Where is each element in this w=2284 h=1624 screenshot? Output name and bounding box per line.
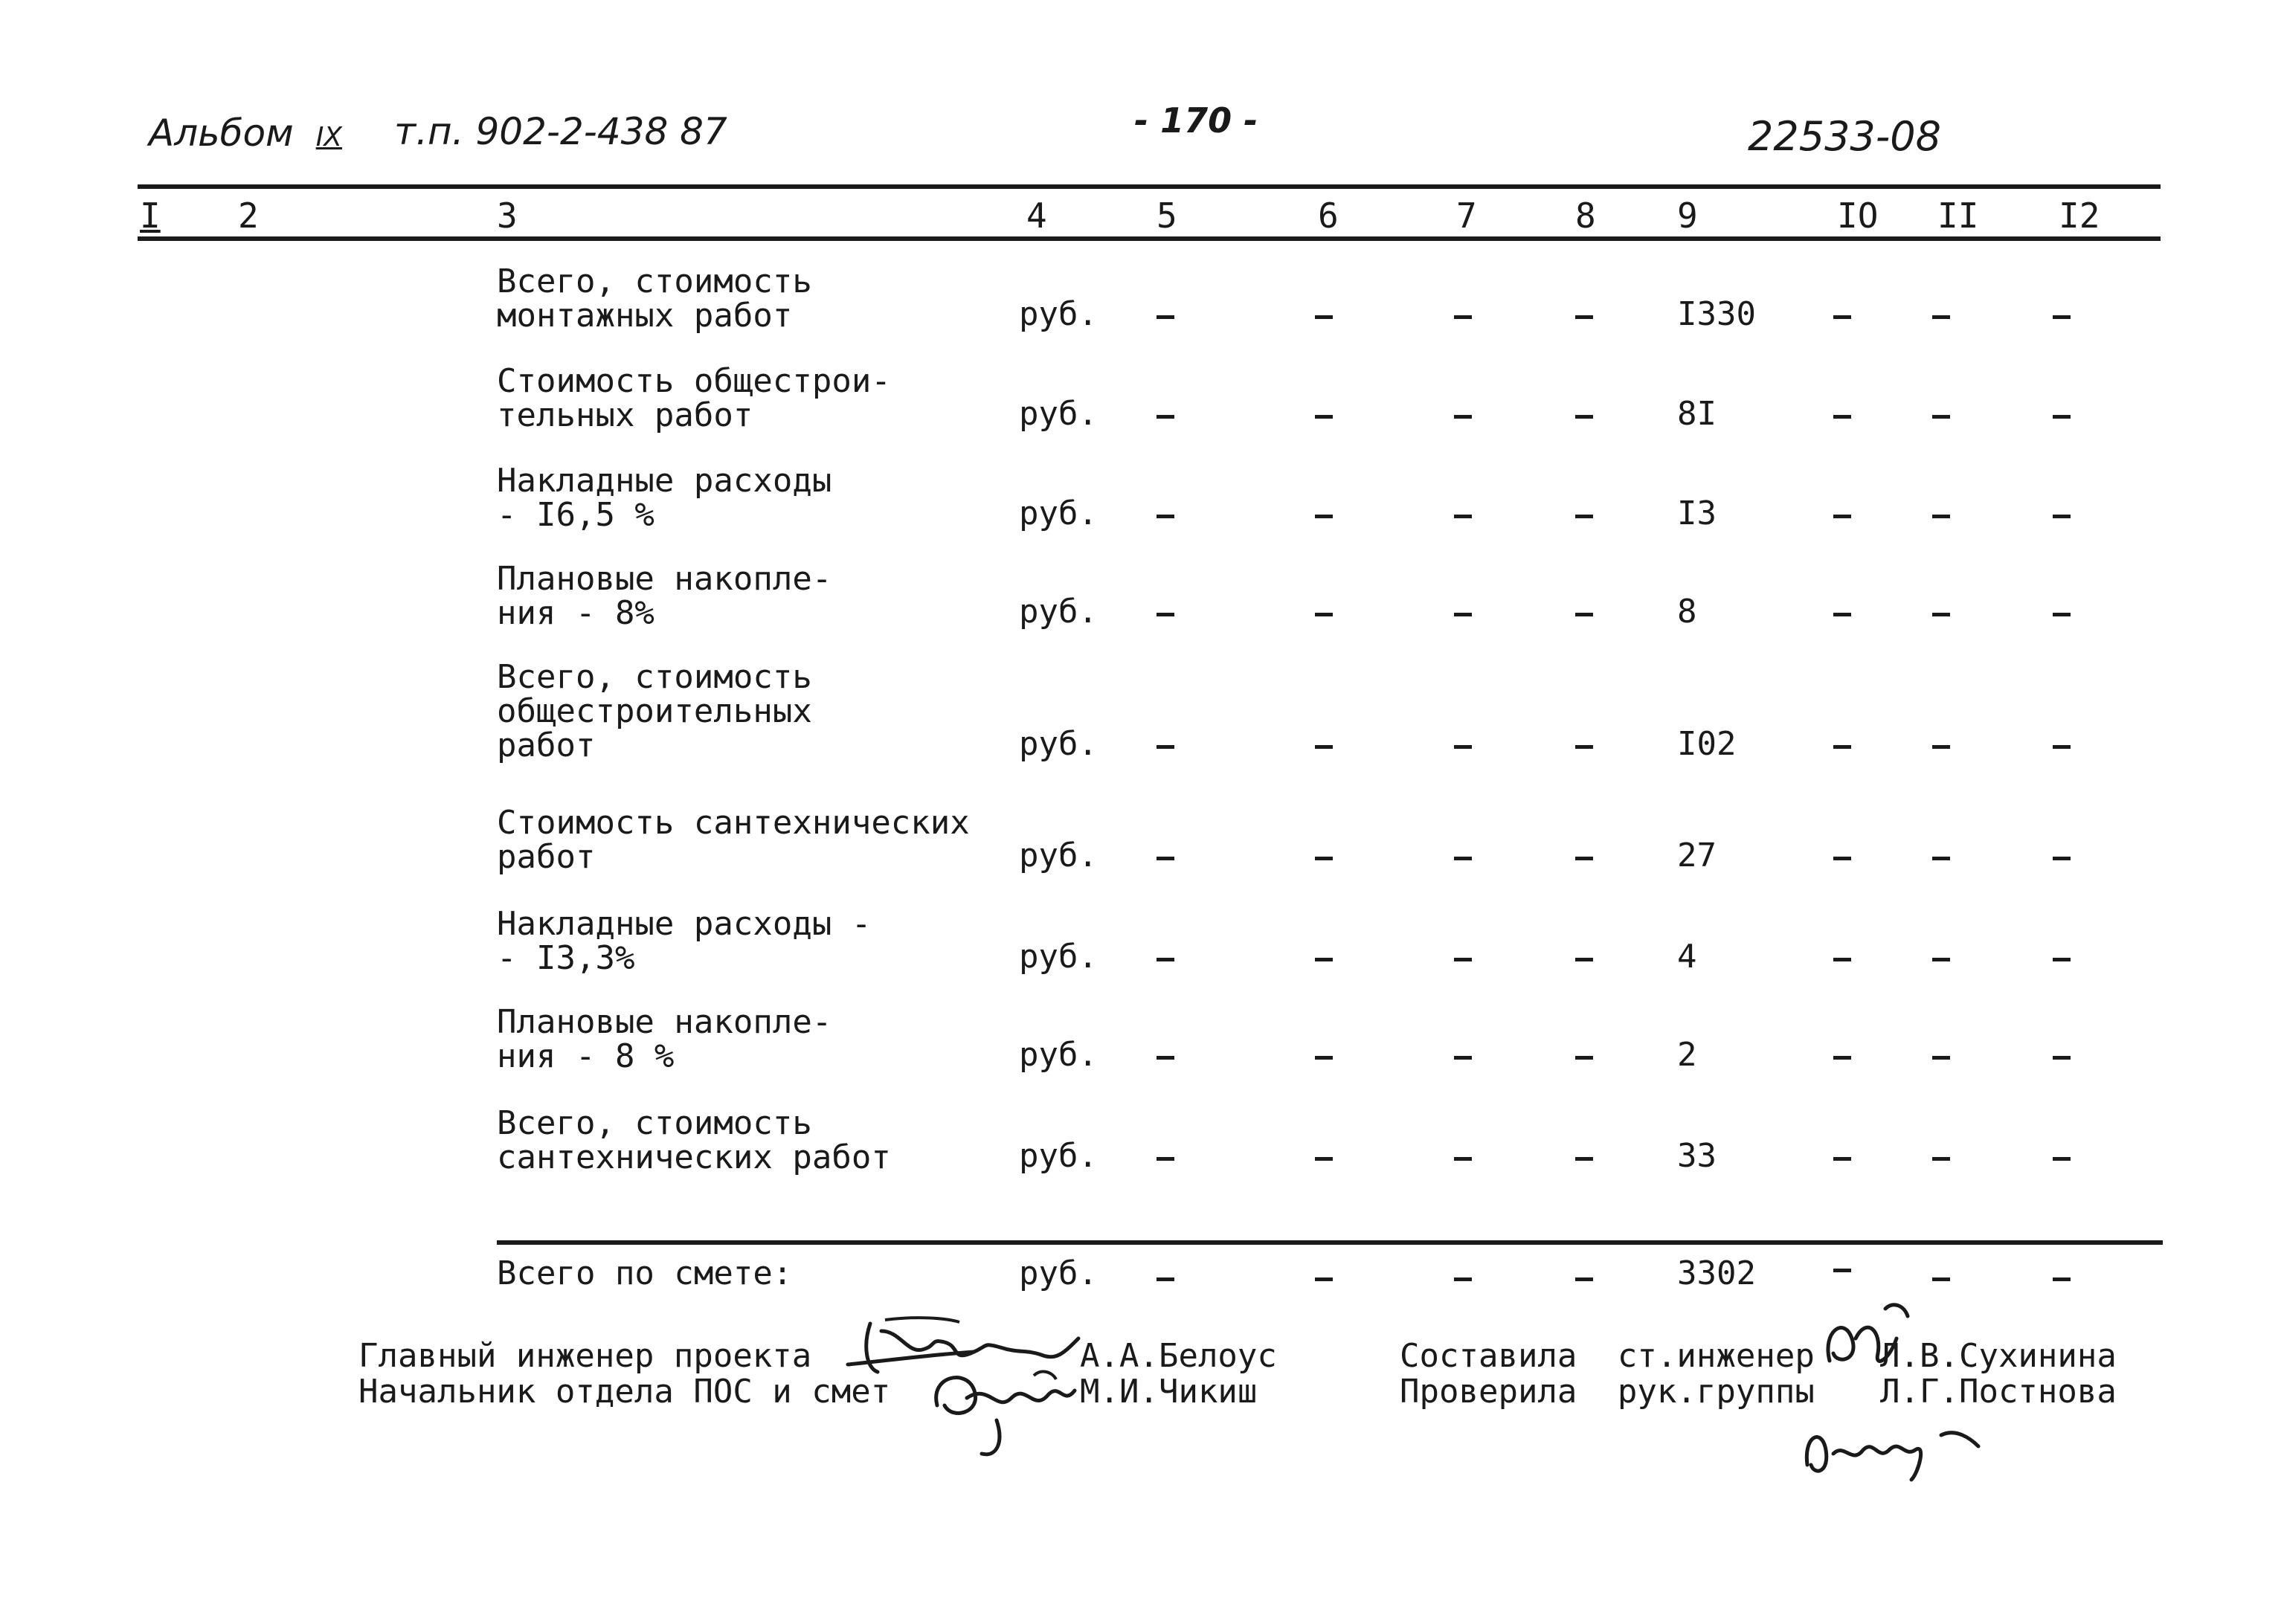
row-description <box>497 562 831 631</box>
row-description-line: монтажных работ <box>497 297 793 335</box>
row-description-line: Плановые накопле- <box>497 560 832 598</box>
row-description <box>497 262 812 335</box>
row-unit: руб. <box>1019 837 1098 874</box>
row-dash <box>2053 958 2071 961</box>
header-bottom-rule <box>138 236 2161 241</box>
row-value: 2 <box>1677 1036 1697 1074</box>
column-number: I2 <box>2059 196 2100 236</box>
row-dash <box>1833 1056 1851 1060</box>
row-dash <box>2053 1056 2071 1060</box>
column-number: 2 <box>238 196 259 236</box>
row-dash <box>1575 745 1593 749</box>
row-value: 8I <box>1677 395 1717 433</box>
row-description <box>497 907 871 976</box>
column-number: IO <box>1837 196 1879 236</box>
handwritten-signature-chikish <box>922 1361 1086 1465</box>
row-dash <box>1315 515 1333 518</box>
row-dash <box>1454 515 1472 518</box>
total-unit: руб. <box>1019 1254 1098 1292</box>
column-number: 3 <box>497 196 518 236</box>
row-value: 27 <box>1677 837 1717 874</box>
total-dash <box>2053 1277 2071 1281</box>
total-dash <box>1454 1277 1472 1281</box>
row-dash <box>1157 745 1174 749</box>
project-code: т.п. 902-2-438 87 <box>394 110 727 153</box>
column-number: I <box>140 196 161 236</box>
row-dash <box>1157 613 1174 616</box>
row-dash <box>1575 515 1593 518</box>
row-dash <box>2053 315 2071 319</box>
row-dash <box>2053 515 2071 518</box>
signature-right-2 <box>1400 1374 1815 1410</box>
row-dash <box>1833 315 1851 319</box>
row-dash <box>1575 613 1593 616</box>
row-value: 33 <box>1677 1137 1717 1175</box>
signature-left-2 <box>358 1374 890 1410</box>
signature-title: рук.группы <box>1617 1373 1815 1411</box>
row-description-line: Всего, стоимость <box>497 262 812 300</box>
row-dash <box>2053 745 2071 749</box>
signature-name: Л.В.Сухинина <box>1880 1337 2117 1375</box>
row-dash <box>1932 613 1950 616</box>
row-unit: руб. <box>1019 494 1098 532</box>
handwritten-signature-sukhinina <box>1815 1294 1919 1376</box>
row-dash <box>1932 958 1950 961</box>
signature-name: М.И.Чикиш <box>1080 1373 1258 1411</box>
column-number: 4 <box>1026 196 1047 236</box>
signature-name: Л.Г.Постнова <box>1880 1373 2117 1411</box>
row-dash <box>1932 515 1950 518</box>
row-value: I330 <box>1677 295 1756 333</box>
row-description-line: - I6,5 % <box>497 496 654 534</box>
row-unit: руб. <box>1019 593 1098 631</box>
row-dash <box>1833 415 1851 419</box>
row-dash <box>1575 958 1593 961</box>
row-dash <box>1315 1056 1333 1060</box>
row-description-line: Всего, стоимость <box>497 658 812 696</box>
signature-title: ст.инженер <box>1617 1337 1815 1375</box>
signature-role: Начальник отдела ПОС и смет <box>358 1373 891 1411</box>
signature-role: Составила <box>1400 1337 1577 1375</box>
total-separator-rule <box>497 1240 2163 1245</box>
row-dash <box>1454 315 1472 319</box>
row-dash <box>1575 1157 1593 1161</box>
row-dash <box>1157 958 1174 961</box>
row-description-line: работ <box>497 726 596 764</box>
row-description-line: ния - 8% <box>497 594 654 632</box>
row-dash <box>1833 958 1851 961</box>
signature-left-1 <box>358 1338 811 1374</box>
row-dash <box>1932 415 1950 419</box>
row-description <box>497 660 812 763</box>
row-description-line: Стоимость общестрои- <box>497 362 891 400</box>
row-dash <box>1157 415 1174 419</box>
row-unit: руб. <box>1019 395 1098 433</box>
row-dash <box>1454 613 1472 616</box>
row-dash <box>1454 745 1472 749</box>
row-dash <box>1932 1157 1950 1161</box>
page-number: - 170 - <box>1134 100 1258 141</box>
column-number: 8 <box>1575 196 1596 236</box>
total-dash <box>1315 1277 1333 1281</box>
row-unit: руб. <box>1019 295 1098 333</box>
row-dash <box>1833 515 1851 518</box>
handwritten-signature-postnova <box>1792 1413 1986 1487</box>
row-dash <box>1833 857 1851 860</box>
row-dash <box>1575 415 1593 419</box>
album-label: Альбом IX <box>149 112 342 155</box>
total-dash <box>1833 1269 1851 1272</box>
row-dash <box>1157 1056 1174 1060</box>
row-description-line: ния - 8 % <box>497 1037 675 1075</box>
row-dash <box>1454 415 1472 419</box>
row-description <box>497 806 970 874</box>
row-dash <box>1575 315 1593 319</box>
row-description-line: тельных работ <box>497 396 753 434</box>
row-description-line: Всего, стоимость <box>497 1104 812 1142</box>
row-dash <box>1932 745 1950 749</box>
signature-right-1 <box>1400 1338 1815 1374</box>
row-dash <box>1315 1157 1333 1161</box>
row-description-line: - I3,3% <box>497 939 635 977</box>
row-dash <box>1315 958 1333 961</box>
row-dash <box>1315 415 1333 419</box>
row-dash <box>1157 315 1174 319</box>
album-number: IX <box>315 122 342 152</box>
row-unit: руб. <box>1019 1036 1098 1074</box>
row-dash <box>1932 857 1950 860</box>
row-description-line: Плановые накопле- <box>497 1003 832 1041</box>
document-code: 22533-08 <box>1748 113 1941 160</box>
row-dash <box>1833 613 1851 616</box>
row-dash <box>2053 613 2071 616</box>
total-dash <box>1932 1277 1950 1281</box>
row-dash <box>1157 857 1174 860</box>
row-unit: руб. <box>1019 725 1098 763</box>
row-dash <box>1575 1056 1593 1060</box>
row-value: I3 <box>1677 494 1717 532</box>
row-dash <box>1932 315 1950 319</box>
row-dash <box>2053 1157 2071 1161</box>
row-dash <box>1454 1056 1472 1060</box>
row-description <box>497 1005 831 1074</box>
row-dash <box>2053 415 2071 419</box>
row-dash <box>1315 315 1333 319</box>
column-number: 6 <box>1318 196 1339 236</box>
row-value: 4 <box>1677 938 1697 976</box>
row-description-line: сантехнических работ <box>497 1138 891 1176</box>
row-dash <box>1833 1157 1851 1161</box>
row-description-line: Стоимость сантехнических <box>497 804 970 842</box>
total-value: 3302 <box>1677 1254 1756 1292</box>
row-dash <box>1833 745 1851 749</box>
row-dash <box>1454 1157 1472 1161</box>
signature-role: Проверила <box>1400 1373 1577 1411</box>
row-description <box>497 1106 891 1175</box>
row-dash <box>1157 1157 1174 1161</box>
row-dash <box>1315 857 1333 860</box>
signature-name: А.А.Белоус <box>1080 1337 1277 1375</box>
row-value: I02 <box>1677 725 1737 763</box>
row-description-line: работ <box>497 838 596 876</box>
total-label: Всего по смете: <box>497 1254 793 1292</box>
row-description <box>497 464 831 532</box>
row-value: 8 <box>1677 593 1697 631</box>
row-dash <box>1315 613 1333 616</box>
row-dash <box>1315 745 1333 749</box>
row-dash <box>1932 1056 1950 1060</box>
row-unit: руб. <box>1019 938 1098 976</box>
header-top-rule <box>138 184 2161 189</box>
row-unit: руб. <box>1019 1137 1098 1175</box>
row-dash <box>1157 515 1174 518</box>
signature-role: Главный инженер проекта <box>358 1337 812 1375</box>
row-dash <box>1575 857 1593 860</box>
column-number: 5 <box>1157 196 1177 236</box>
total-dash <box>1157 1277 1174 1281</box>
column-number: 9 <box>1677 196 1698 236</box>
column-number: 7 <box>1456 196 1477 236</box>
row-description <box>497 364 891 433</box>
total-dash <box>1575 1277 1593 1281</box>
row-dash <box>1454 958 1472 961</box>
row-description-line: Накладные расходы - <box>497 905 872 943</box>
row-dash <box>2053 857 2071 860</box>
row-dash <box>1454 857 1472 860</box>
column-number: II <box>1937 196 1979 236</box>
row-description-line: Накладные расходы <box>497 462 832 500</box>
row-description-line: общестроительных <box>497 692 812 730</box>
